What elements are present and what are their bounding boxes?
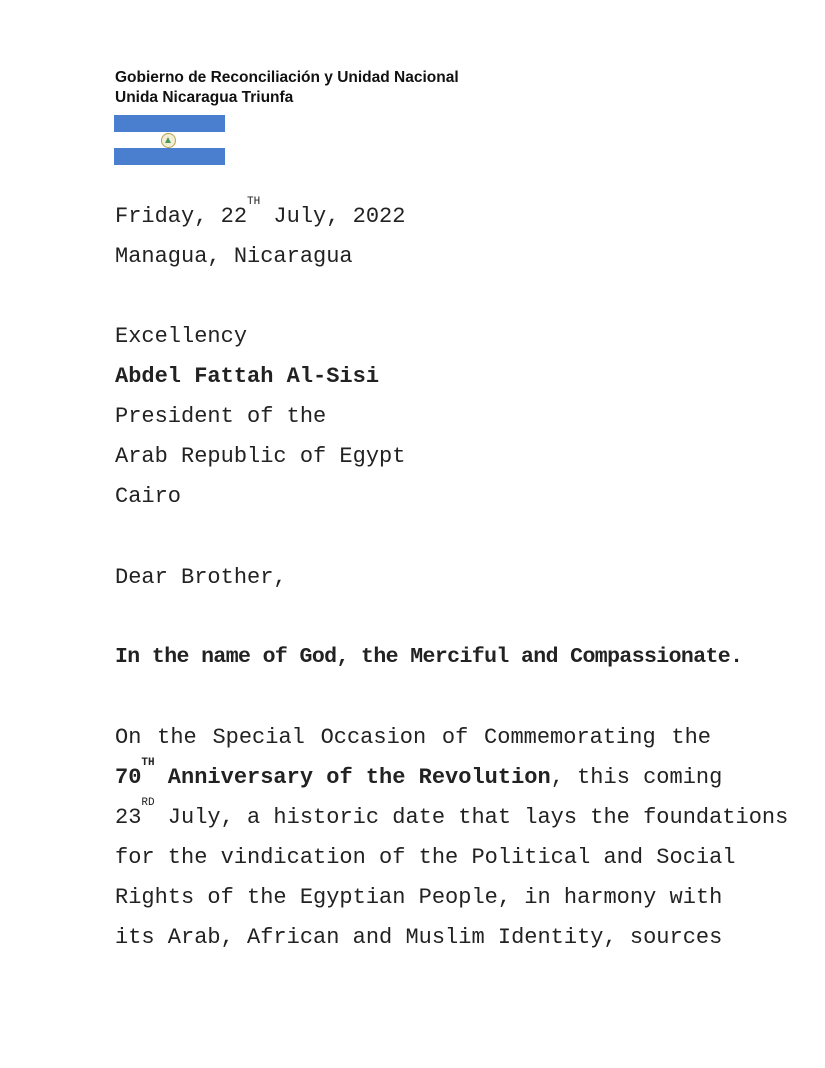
flag-top-stripe [114,115,225,132]
body-line-4: for the vindication of the Political and Social [115,845,736,870]
nicaragua-flag-icon [114,115,225,165]
addressee-city: Cairo [115,484,182,509]
flag-middle-stripe [114,132,225,149]
addressee-salutation-title: Excellency [115,324,248,349]
letterhead [115,68,459,108]
coat-of-arms-emblem-icon [161,133,176,148]
addressee-title-line2: Arab Republic of Egypt [115,444,406,469]
letterhead-slogan: Unida Nicaragua Triunfa [115,89,294,106]
greeting: Dear Brother, [115,565,287,590]
body-line-3: 23RD July, a historic date that lays the foundations [115,797,789,830]
flag-bottom-stripe [114,148,225,165]
addressee-name: Abdel Fattah Al-Sisi [115,364,380,389]
body-line-2: 70TH Anniversary of the Revolution, this coming [115,757,723,790]
body-line-5: Rights of the Egyptian People, in harmony with [115,885,723,910]
letter-place: Managua, Nicaragua [115,244,353,269]
addressee-title-line1: President of the [115,404,327,429]
body-line-6: its Arab, African and Muslim Identity, sources [115,925,723,950]
letter-date: Friday, 22TH July, 2022 [115,196,406,229]
body-line-1: On the Special Occasion of Commemorating the [115,725,711,750]
letterhead-government-name: Gobierno de Reconciliación y Unidad Nacional [115,69,459,86]
anniversary-bold-text: 70TH Anniversary of the Revolution [115,757,551,790]
invocation: In the name of God, the Merciful and Compassionate. [115,645,743,669]
